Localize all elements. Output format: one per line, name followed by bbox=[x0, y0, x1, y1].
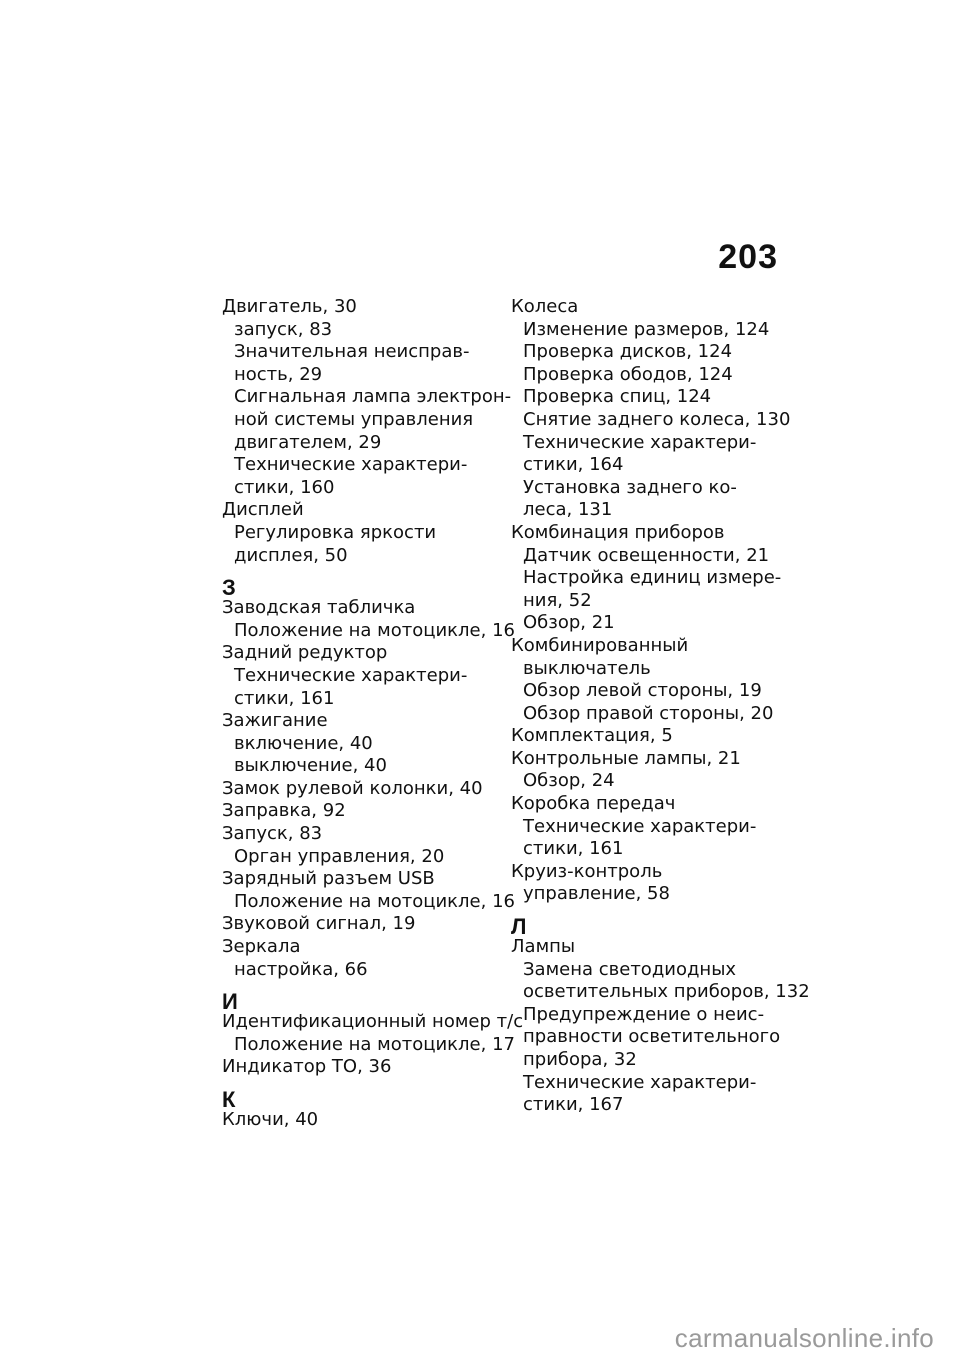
index-entry: Комбинация приборов bbox=[511, 521, 725, 543]
index-subentry: ния, 52 bbox=[523, 589, 592, 611]
index-subentry: Положение на мотоцикле, 16 bbox=[234, 890, 515, 912]
index-subentry: Регулировка яркости bbox=[234, 521, 437, 543]
index-subentry: стики, 164 bbox=[523, 454, 624, 476]
index-section-letter: З bbox=[222, 575, 236, 601]
index-subentry: Технические характери- bbox=[234, 454, 468, 476]
index-subentry: Изменение размеров, 124 bbox=[523, 318, 770, 340]
index-subentry: Проверка ободов, 124 bbox=[523, 363, 733, 385]
index-entry: Заводская табличка bbox=[222, 597, 416, 619]
index-entry: Идентификационный номер т/с bbox=[222, 1011, 524, 1033]
index-entry: Задний редуктор bbox=[222, 642, 388, 664]
index-entry: Ключи, 40 bbox=[222, 1109, 319, 1130]
index-subentry: ность, 29 bbox=[234, 363, 323, 385]
index-column-left bbox=[222, 296, 524, 1132]
index-subentry: Сигнальная лампа электрон- bbox=[234, 386, 512, 408]
index-subentry: Технические характери- bbox=[234, 664, 468, 686]
index-subentry: стики, 167 bbox=[523, 1094, 624, 1116]
index-subentry: выключение, 40 bbox=[234, 755, 387, 777]
index-subentry: управление, 58 bbox=[523, 883, 670, 905]
index-subentry: дисплея, 50 bbox=[234, 544, 348, 566]
index-entry: Запуск, 83 bbox=[222, 823, 323, 845]
index-entry: Контрольные лампы, 21 bbox=[511, 747, 741, 769]
index-subentry: Обзор левой стороны, 19 bbox=[523, 680, 762, 702]
index-subentry: двигателем, 29 bbox=[234, 431, 382, 453]
index-subentry: Положение на мотоцикле, 16 bbox=[234, 619, 515, 641]
index-subentry: ной системы управления bbox=[234, 408, 474, 430]
index-entry: Двигатель, 30 bbox=[222, 296, 357, 317]
index-subentry: Орган управления, 20 bbox=[234, 845, 445, 867]
index-entry: Зеркала bbox=[222, 936, 301, 958]
index-subentry: Замена светодиодных bbox=[523, 958, 737, 980]
index-subentry: Технические характери- bbox=[523, 815, 757, 837]
index-subentry: Датчик освещенности, 21 bbox=[523, 544, 770, 566]
index-subentry: Настройка единиц измере- bbox=[523, 567, 782, 589]
index-subentry: Проверка дисков, 124 bbox=[523, 341, 733, 363]
index-subentry: Технические характери- bbox=[523, 431, 757, 453]
index-section-letter: К bbox=[222, 1087, 236, 1112]
index-subentry: Снятие заднего колеса, 130 bbox=[523, 408, 791, 430]
index-entry: Круиз-контроль bbox=[511, 860, 663, 882]
index-section-letter: Л bbox=[511, 914, 527, 940]
index-entry: Комплектация, 5 bbox=[511, 725, 673, 747]
index-entry: Лампы bbox=[511, 936, 576, 958]
index-subentry: Обзор, 24 bbox=[523, 770, 615, 792]
index-subentry: Проверка спиц, 124 bbox=[523, 386, 712, 408]
watermark-text: carmanualsonline.info bbox=[674, 1323, 934, 1353]
index-subentry: Значительная неисправ- bbox=[234, 341, 470, 363]
index-subentry: Установка заднего ко- bbox=[523, 476, 737, 498]
index-subentry: включение, 40 bbox=[234, 732, 373, 754]
index-entry: Индикатор ТО, 36 bbox=[222, 1056, 392, 1078]
index-subentry: Обзор, 21 bbox=[523, 612, 615, 634]
index-subentry: Технические характери- bbox=[523, 1071, 757, 1093]
index-subentry: запуск, 83 bbox=[234, 318, 333, 340]
index-subentry: прибора, 32 bbox=[523, 1049, 637, 1070]
index-section-letter: И bbox=[222, 989, 238, 1015]
index-subentry: Положение на мотоцикле, 17 bbox=[234, 1033, 515, 1055]
index-subentry: выключатель bbox=[523, 657, 651, 679]
index-subentry: правности осветительного bbox=[523, 1026, 781, 1048]
index-entry: Дисплей bbox=[222, 499, 304, 521]
index-subentry: стики, 160 bbox=[234, 476, 335, 498]
index-column-right bbox=[511, 296, 810, 1117]
index-subentry: Обзор правой стороны, 20 bbox=[523, 702, 774, 724]
index-subentry: осветительных приборов, 132 bbox=[523, 981, 810, 1003]
index-entry: Заправка, 92 bbox=[222, 800, 346, 822]
index-subentry: Предупреждение о неис- bbox=[523, 1003, 765, 1025]
index-entry: Коробка передач bbox=[511, 793, 676, 815]
index-subentry: стики, 161 bbox=[234, 687, 335, 709]
index-entry: Зажигание bbox=[222, 710, 328, 732]
index-subentry: леса, 131 bbox=[523, 499, 613, 521]
index-subentry: настройка, 66 bbox=[234, 958, 368, 980]
index-entry: Замок рулевой колонки, 40 bbox=[222, 777, 483, 799]
page-number: 203 bbox=[718, 238, 778, 276]
index-subentry: стики, 161 bbox=[523, 838, 624, 860]
index-entry: Зарядный разъем USB bbox=[222, 868, 435, 890]
index-entry: Комбинированный bbox=[511, 634, 689, 656]
index-entry: Колеса bbox=[511, 296, 579, 317]
index-entry: Звуковой сигнал, 19 bbox=[222, 913, 416, 935]
